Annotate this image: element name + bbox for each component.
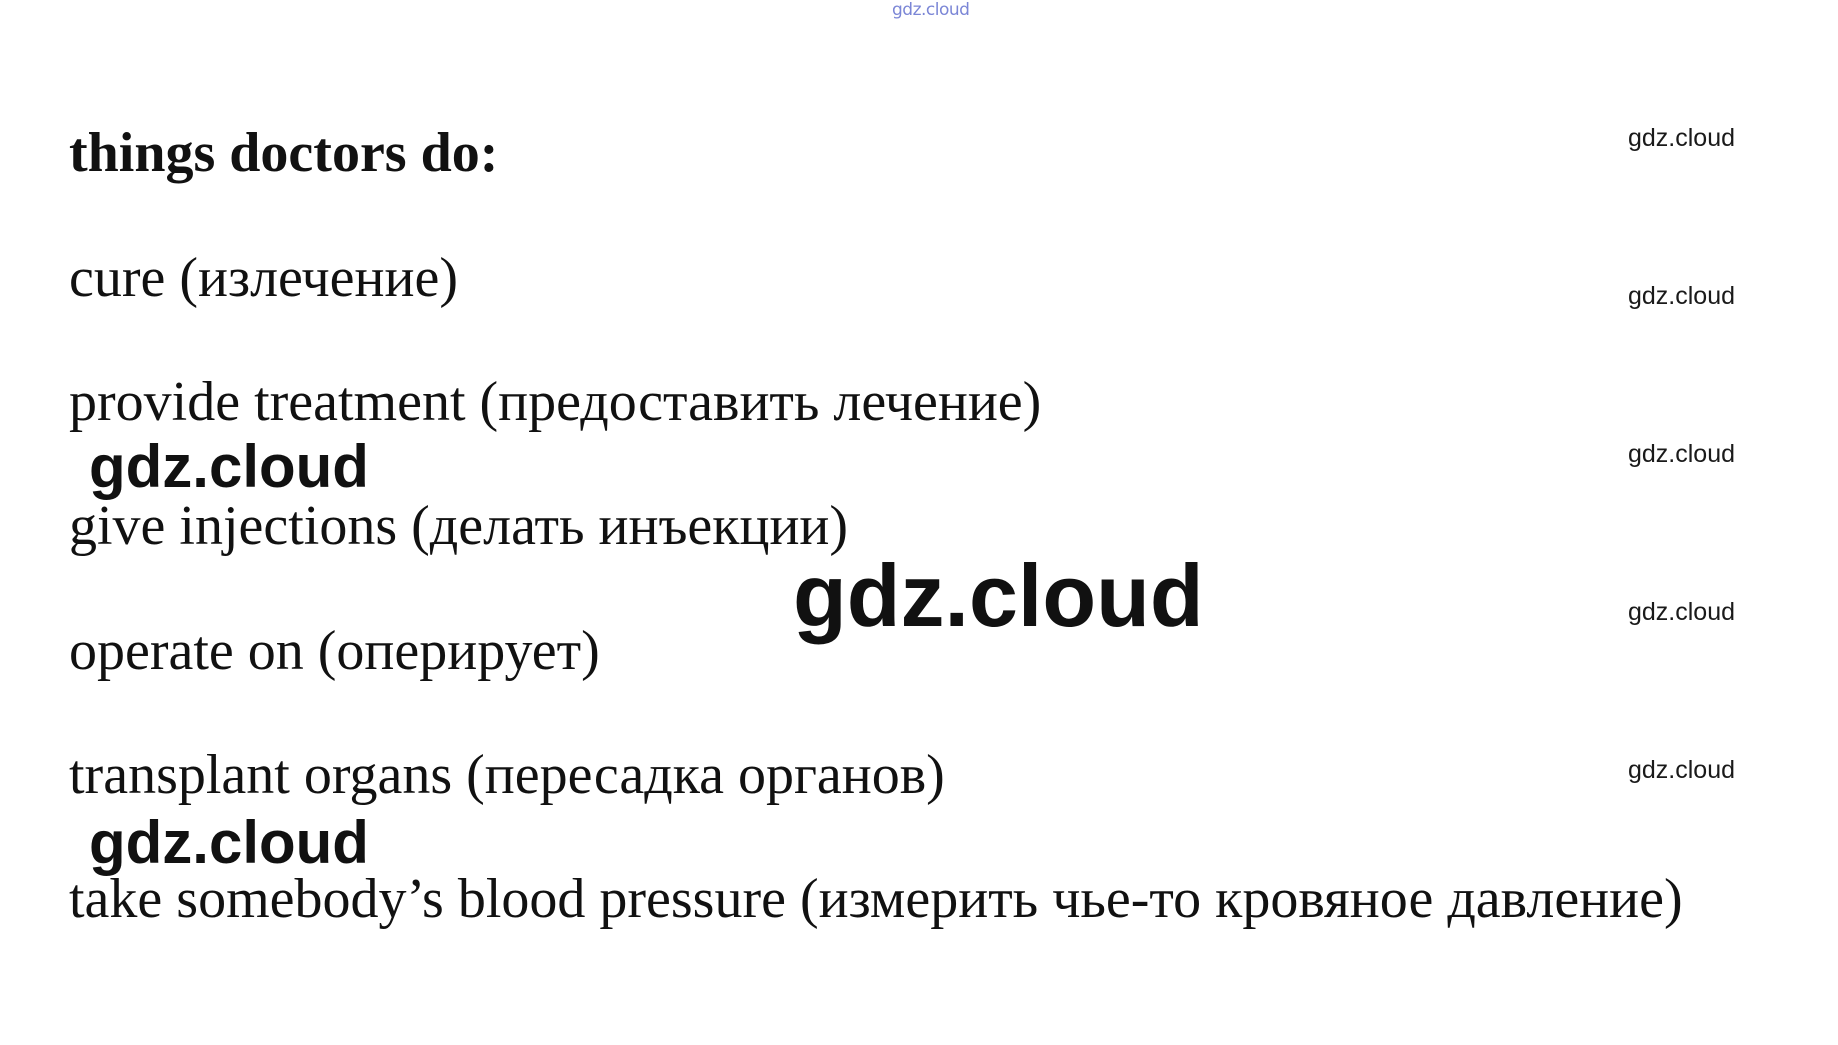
watermark-side-3: gdz.cloud: [1628, 440, 1736, 468]
watermark-inline-2: gdz.cloud: [89, 809, 369, 876]
watermark-side-5: gdz.cloud: [1628, 756, 1736, 784]
list-item-transplant-organs: transplant organs (пересадка органов): [69, 744, 945, 806]
list-item-operate-on: operate on (оперирует): [69, 620, 600, 682]
watermark-center: gdz.cloud: [793, 546, 1204, 645]
watermark-side-4: gdz.cloud: [1628, 598, 1736, 626]
watermark-side-2: gdz.cloud: [1628, 282, 1736, 310]
watermark-inline-1: gdz.cloud: [89, 433, 369, 500]
list-item-give-injections: give injections (делать инъекции): [69, 495, 849, 557]
list-item-blood-pressure: take somebody’s blood pressure (измерить чье-то кровяное давление): [69, 868, 1683, 930]
watermark-side-1: gdz.cloud: [1628, 124, 1736, 152]
list-item-provide-treatment: provide treatment (предоставить лечение): [69, 371, 1042, 433]
watermark-top: gdz.cloud: [892, 0, 970, 20]
list-item-cure: cure (излечение): [69, 247, 458, 309]
page-title: things doctors do:: [69, 122, 499, 184]
